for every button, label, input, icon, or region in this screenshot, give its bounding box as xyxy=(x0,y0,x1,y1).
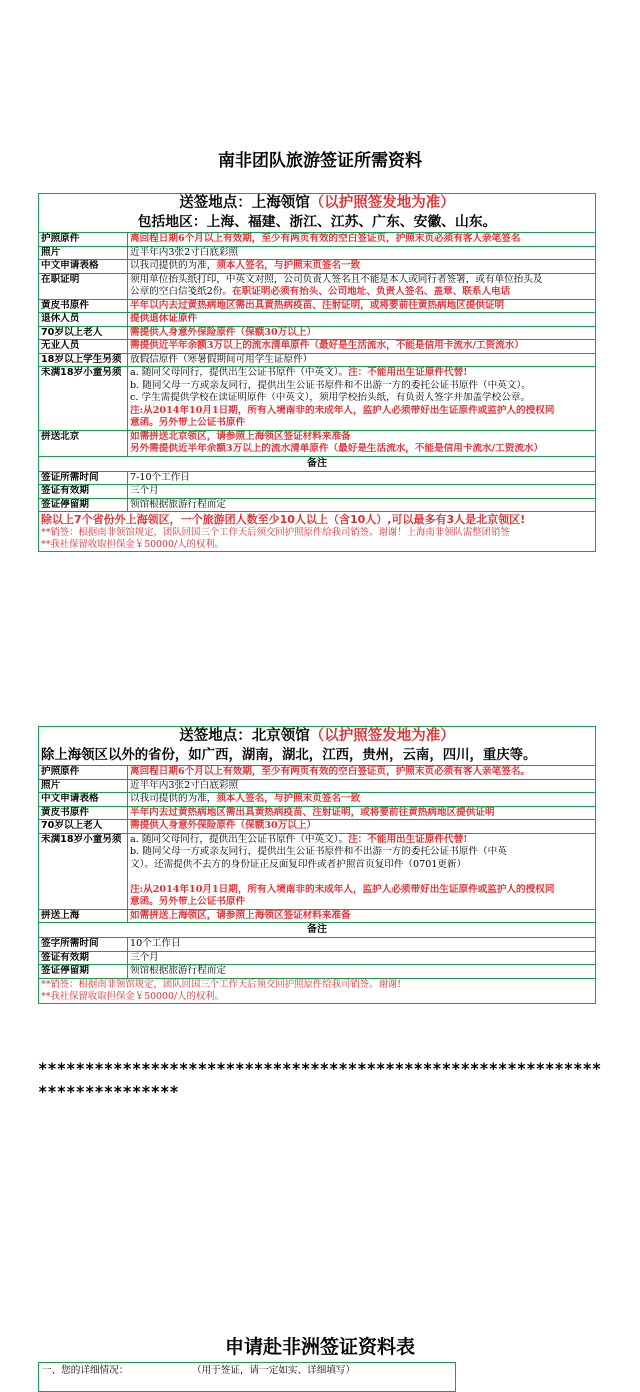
row-label: 照片 xyxy=(39,779,128,793)
shanghai-location-note: （以护照签发地为准） xyxy=(309,195,455,211)
beijing-requirements xyxy=(39,765,595,1003)
beijing-consulate-table xyxy=(38,726,596,1004)
row-value: 三个月 xyxy=(128,485,596,499)
beijing-regions: 除上海领区以外的省份，如广西，湖南，湖北，江西，贵州，云南，四川，重庆等。 xyxy=(41,748,537,763)
page-title: 南非团队旅游签证所需资料 xyxy=(218,151,422,171)
row-value: 半年以内去过黄热病地区需出具黄热病疫苗、注射证明，或将要前往黄热病地区提供证明 xyxy=(128,299,596,313)
shanghai-location: 送签地点：上海领馆 xyxy=(179,195,310,211)
table-row xyxy=(39,299,595,313)
footnote-cancel: **销签：根据南非领馆规定，团队回国三个工作天后须交回护照原件给我司销签。谢谢！上海南非领队需整团销签 xyxy=(41,527,510,538)
beijing-location: 送签地点：北京领馆 xyxy=(179,728,310,744)
table-row xyxy=(39,313,595,327)
table-row xyxy=(39,260,595,274)
notes-header-row xyxy=(39,923,595,938)
row-label: 照片 xyxy=(39,246,128,260)
footnote-deposit: **我社保留收取担保金￥50000/人的权利。 xyxy=(41,539,224,550)
row-label: 签证停留期 xyxy=(39,498,128,512)
form-row-hint: （用于签证，请一定如实、详细填写） xyxy=(192,1365,356,1376)
row-label: 18岁以上学生另须 xyxy=(39,353,128,367)
row-label: 签证停留期 xyxy=(39,965,128,979)
table-row xyxy=(39,233,595,247)
row-label: 拼送上海 xyxy=(39,909,128,923)
table-row xyxy=(39,793,595,807)
row-value: 提供退休证原件 xyxy=(128,313,596,327)
row-label: 签证有效期 xyxy=(39,485,128,499)
table-row xyxy=(39,965,595,979)
row-label: 中文申请表格 xyxy=(39,260,128,274)
table-row xyxy=(39,938,595,952)
row-label: 签证所需时间 xyxy=(39,471,128,485)
table-row xyxy=(39,340,595,354)
row-label: 签证有效期 xyxy=(39,951,128,965)
table-row xyxy=(39,806,595,820)
table-row xyxy=(39,430,595,456)
row-value: 需提供近半年余额3万以上的流水清单原件（最好是生活流水，不能是信用卡流水/工资流水） xyxy=(128,340,596,354)
row-value: 离回程日期6个月以上有效期，至少有两页有效的空白签证页，护照末页必须有客人亲笔签名 xyxy=(128,233,596,247)
row-label: 黄皮书原件 xyxy=(39,299,128,313)
table-row xyxy=(39,909,595,923)
table-row xyxy=(39,326,595,340)
shanghai-consulate-table xyxy=(38,193,596,552)
row-value: 需提供人身意外保险原件（保额30万以上） xyxy=(128,820,596,834)
row-value: 需提供人身意外保险原件（保额30万以上） xyxy=(128,326,596,340)
shanghai-requirements xyxy=(39,232,595,551)
footnote-deposit: **我社保留收取担保金￥50000/人的权利。 xyxy=(41,990,224,1002)
notes-header-row xyxy=(39,456,595,471)
table-row xyxy=(39,353,595,367)
row-value: 须用单位抬头纸打印，中英文对照，公司负责人签名且不能是本人或同行者签署，或有单位抬头及 公章的空白信笺纸2份。在职证明必须有抬头、公司地址、负责人签名、盖章、联系人电话 xyxy=(128,273,596,299)
row-value: 以我司提供的为准，须本人签名，与护照末页签名一致 xyxy=(128,793,596,807)
table-row xyxy=(39,367,595,431)
table-row xyxy=(39,273,595,299)
footnote-cancel: **销签：根据南非领馆规定，团队回国三个工作天后须交回护照原件给我司销签。谢谢! xyxy=(41,978,402,990)
table-row xyxy=(39,485,595,499)
notes-header: 备注 xyxy=(39,456,595,471)
row-value: a. 随同父母同行，提供出生公证书原件（中英文）。注：不能用出生证原件代替! b. 随同父母一方或亲友同行，提供出生公证书原件和不出游一方的委托公证书原件（中英 文）。还需提供不去方的身份证正反面复印件或者护照首页复印件（0701更新） 注:从2014年10月1日期，所有入境南非的未成年人，监护人必须带好出生证原件或监护人的授权同 意函。另外带上公证书原件 xyxy=(128,833,596,909)
row-label: 拼送北京 xyxy=(39,430,128,456)
table-row xyxy=(39,246,595,260)
table-row xyxy=(39,471,595,485)
row-value: 半年内去过黄热病地区需出具黄热病疫苗、注射证明，或将要前往黄热病地区提供证明 xyxy=(128,806,596,820)
row-label: 签字所需时间 xyxy=(39,938,128,952)
separator-stars: *************************************************************************** xyxy=(38,1060,602,1101)
form-row-label: 一、您的详细情况： xyxy=(42,1365,129,1376)
row-value: 领馆根据旅游行程而定 xyxy=(128,498,596,512)
row-label: 70岁以上老人 xyxy=(39,326,128,340)
group-size-note: 除以上7个省份外上海领区，一个旅游团人数至少10人以上（含10人）,可以最多有3人是北京领区! xyxy=(39,512,595,528)
row-value: 近半年内3张2寸白底彩照 xyxy=(128,246,596,260)
footnotes xyxy=(39,978,595,1003)
beijing-location-heading xyxy=(39,727,595,746)
row-label: 中文申请表格 xyxy=(39,793,128,807)
row-value: 10个工作日 xyxy=(128,938,596,952)
table-row xyxy=(39,779,595,793)
row-value: 近半年内3张2寸白底彩照 xyxy=(128,779,596,793)
row-value: 领馆根据旅游行程而定 xyxy=(128,965,596,979)
shanghai-regions: 包括地区：上海、福建、浙江、江苏、广东、安徽、山东。 xyxy=(137,214,497,230)
row-label: 未满18岁小童另须 xyxy=(39,833,128,909)
row-label: 护照原件 xyxy=(39,233,128,247)
row-value: 放假信原件（寒暑假期间可用学生证原件） xyxy=(128,353,596,367)
row-value: 三个月 xyxy=(128,951,596,965)
row-label: 未满18岁小童另须 xyxy=(39,367,128,431)
application-form-table xyxy=(38,1362,456,1392)
row-value: 以我司提供的为准，须本人签名，与护照末页签名一致 xyxy=(128,260,596,274)
notes-header: 备注 xyxy=(39,923,595,938)
row-value: 如需拼送上海领区，请参照上海领区签证材料来准备 xyxy=(128,909,596,923)
row-label: 退休人员 xyxy=(39,313,128,327)
table-row xyxy=(39,951,595,965)
footnotes xyxy=(39,527,595,551)
table-row xyxy=(39,498,595,512)
row-label: 在职证明 xyxy=(39,273,128,299)
summary-row xyxy=(39,512,595,528)
footnote-row xyxy=(39,978,595,1003)
row-label: 无业人员 xyxy=(39,340,128,354)
row-label: 黄皮书原件 xyxy=(39,806,128,820)
row-value: a. 随同父母同行，提供出生公证书原件（中英文）。注：不能用出生证原件代替! b. 随同父母一方或亲友同行，提供出生公证书原件和不出游一方的委托公证书原件（中英文）。 c. 学生需提供学校在读证明原件（中英文），须用学校抬头纸，有负责人签字并加盖学校公章。 注:从2014年10月1日期，所有入境南非的未成年人，监护人必须带好出生证原件或监护人的授权同 意函。另外带上公证书原件 xyxy=(128,367,596,431)
table-row xyxy=(39,833,595,909)
shanghai-location-heading xyxy=(39,194,595,213)
beijing-location-note: （以护照签发地为准） xyxy=(309,728,455,744)
table-row xyxy=(39,820,595,834)
form-title: 申请赴非洲签证资料表 xyxy=(224,1336,415,1358)
table-row xyxy=(39,766,595,780)
row-label: 70岁以上老人 xyxy=(39,820,128,834)
row-value: 如需拼送北京领区，请参照上海领区签证材料来准备 另外需提供近半年余额3万以上的流水清单原件（最好是生活流水，不能是信用卡流水/工资流水） xyxy=(128,430,596,456)
row-label: 护照原件 xyxy=(39,766,128,780)
row-value: 7-10个工作日 xyxy=(128,471,596,485)
footnote-row xyxy=(39,527,595,551)
row-value: 离回程日期6个月以上有效期，至少有两页有效的空白签证页，护照末页必须有客人亲笔签名。 xyxy=(128,766,596,780)
